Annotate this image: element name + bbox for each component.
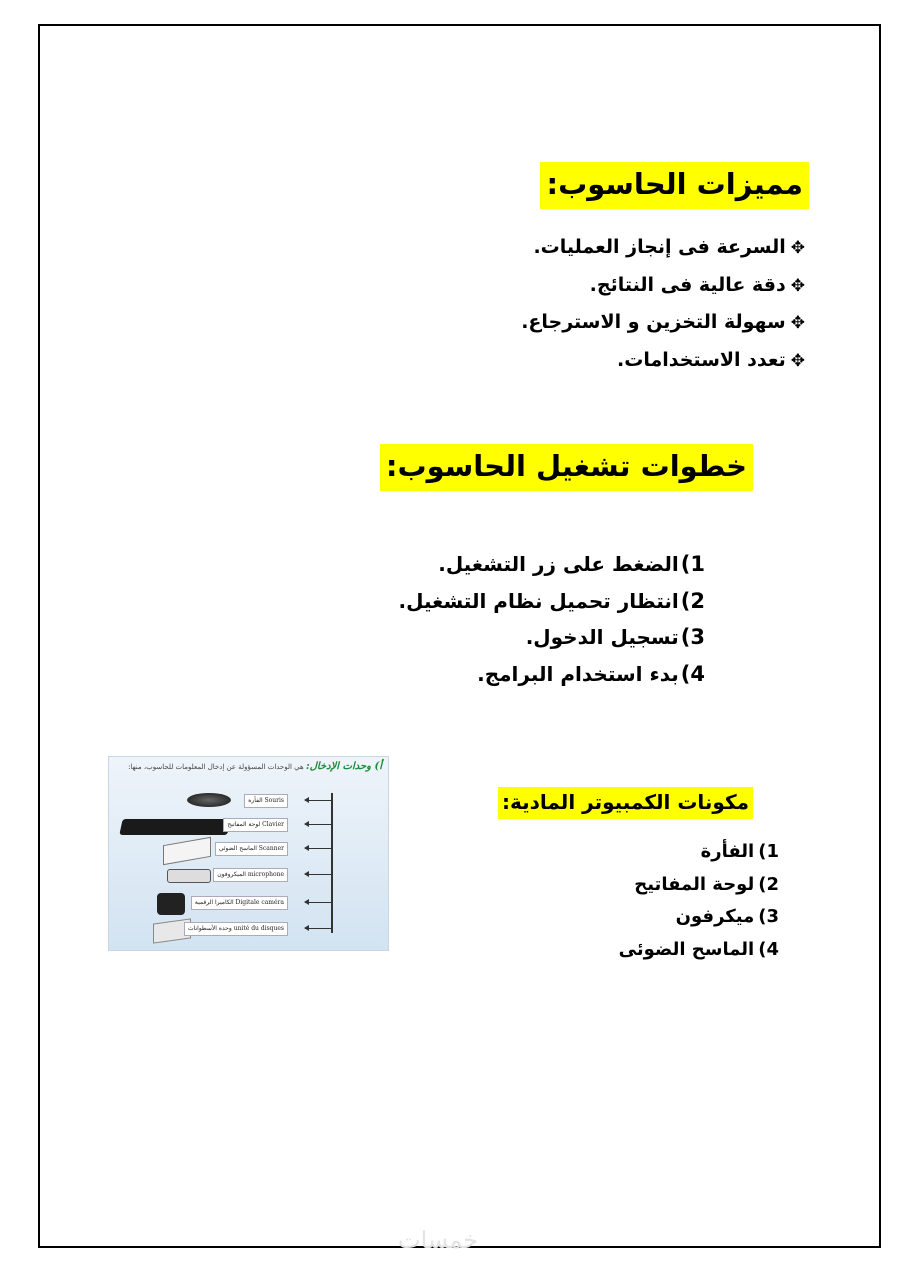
arrow-icon: [305, 874, 331, 875]
microphone-icon: [167, 869, 211, 883]
list-item: 4)بدء استخدام البرامج.: [477, 661, 705, 686]
arrow-icon: [305, 800, 331, 801]
features-heading: مميزات الحاسوب:: [540, 162, 809, 209]
list-item: 3)ميكرفون: [675, 906, 779, 927]
figure-row: [109, 839, 388, 859]
hardware-list: [619, 836, 779, 966]
hardware-heading: مكونات الكمبيوتر المادية:: [498, 787, 753, 819]
figure-row: [109, 815, 388, 835]
list-item: 2)لوحة المفاتيح: [634, 873, 779, 895]
features-list: [521, 229, 805, 379]
bullet-icon: ✥: [790, 313, 805, 333]
input-devices-figure: [108, 756, 389, 951]
list-item: 2)انتظار تحميل نظام التشغيل.: [398, 588, 705, 613]
bullet-icon: ✥: [790, 238, 805, 258]
list-item: 1)الضغط على زر التشغيل.: [438, 552, 705, 576]
list-item: 1)الفأرة: [700, 841, 779, 862]
scanner-icon: [163, 837, 211, 865]
list-item: 3)تسجيل الدخول.: [525, 625, 705, 649]
steps-heading: خطوات تشغيل الحاسوب:: [380, 444, 753, 491]
figure-label: الفأرة Souris: [244, 794, 288, 808]
figure-label: لوحة المفاتيح Clavier: [223, 818, 288, 832]
mouse-icon: [187, 793, 231, 807]
arrow-icon: [305, 824, 331, 825]
steps-list: [399, 546, 705, 692]
camera-icon: [157, 893, 185, 915]
arrow-icon: [305, 902, 331, 903]
figure-label: وحدة الأسطوانات unité du disques: [184, 922, 288, 936]
figure-row: [109, 893, 388, 913]
figure-label: الكاميرا الرقمية Digitale caméra: [191, 896, 288, 910]
figure-label: الميكروفون microphone: [213, 868, 288, 882]
watermark: خمسات: [398, 1226, 479, 1254]
list-item: ✥السرعة فى إنجاز العمليات.: [533, 236, 805, 258]
arrow-icon: [305, 848, 331, 849]
figure-row: [109, 919, 388, 939]
bullet-icon: ✥: [790, 275, 805, 296]
figure-caption: أ) وحدات الإدخال: هي الوحدات المسؤولة عن إدخال المعلومات للحاسوب، منها:: [128, 761, 382, 772]
list-item: ✥سهولة التخزين و الاسترجاع.: [521, 311, 805, 333]
arrow-icon: [305, 928, 331, 929]
list-item: ✥تعدد الاستخدامات.: [617, 348, 805, 371]
figure-row: [109, 865, 388, 885]
keyboard-icon: [119, 819, 230, 835]
figure-row: [109, 791, 388, 811]
list-item: 4)الماسح الضوئى: [618, 938, 779, 960]
list-item: ✥دقة عالية فى النتائج.: [589, 273, 805, 296]
figure-label: الماسح الضوئي Scanner: [215, 842, 288, 856]
bullet-icon: ✥: [790, 350, 805, 371]
